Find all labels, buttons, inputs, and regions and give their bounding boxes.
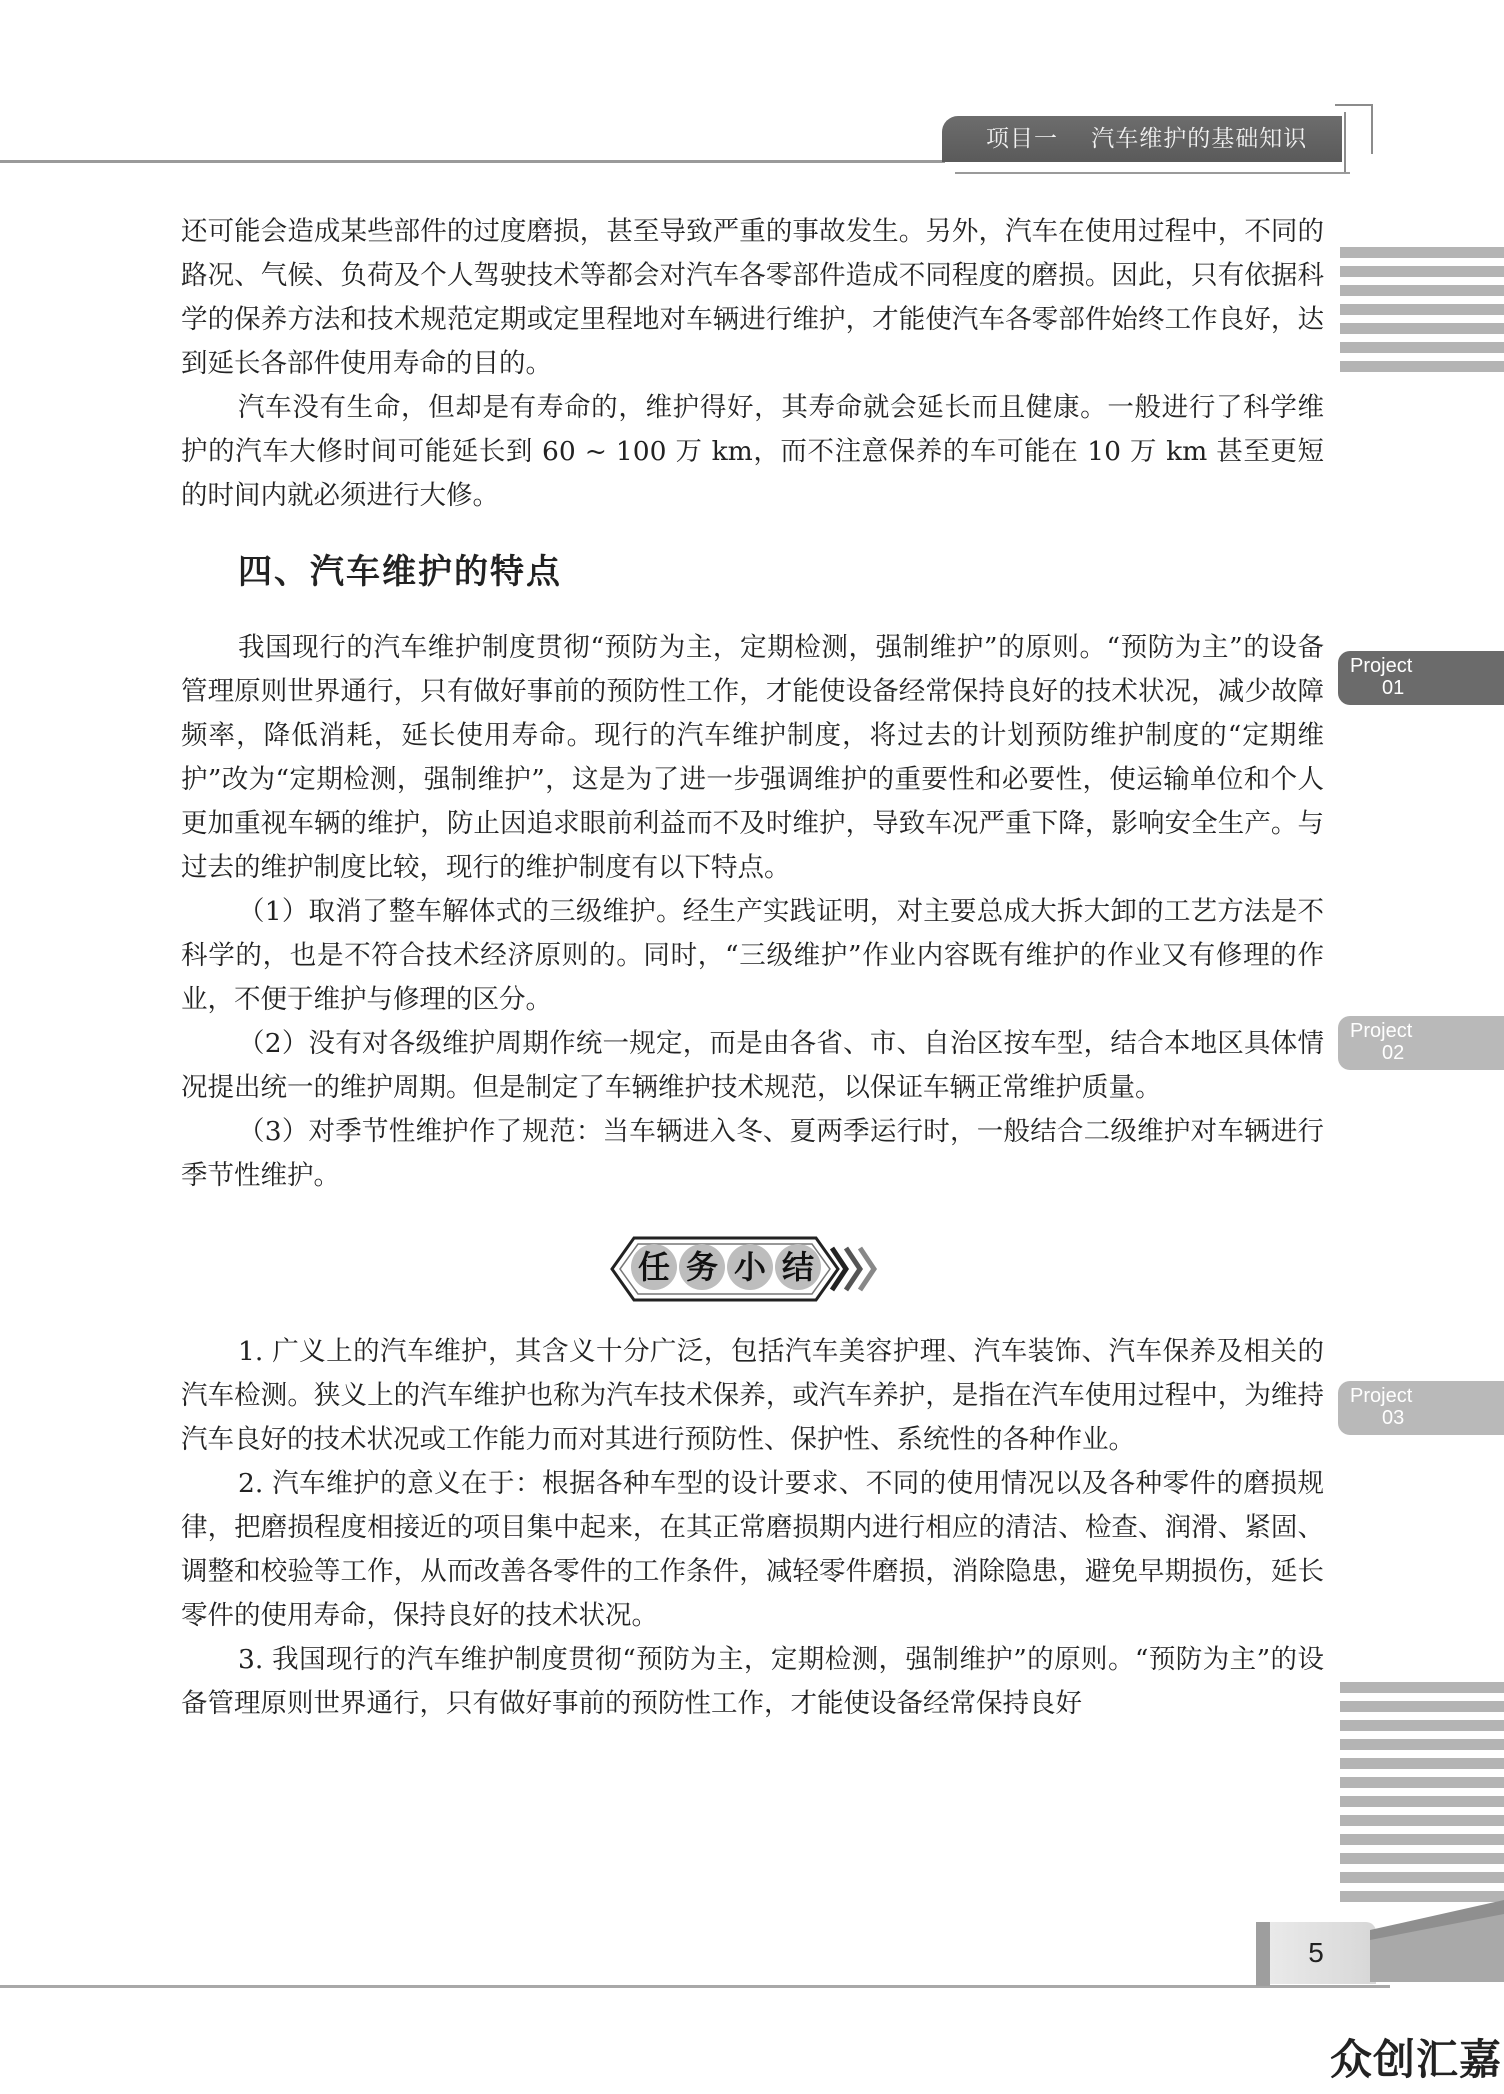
running-title: 项目一 汽车维护的基础知识 (942, 116, 1342, 162)
main-content (181, 210, 1324, 1726)
footer-rule (0, 1985, 1390, 1988)
project-tab-label: Project (1350, 1385, 1413, 1407)
footer-wedge-decoration (1370, 1900, 1504, 1990)
list-item: （1）取消了整车解体式的三级维护。经生产实践证明，对主要总成大拆大卸的工艺方法是不科学的，也是不符合技术经济原则的。同时，“三级维护”作业内容既有维护的作业又有修理的作业，不便于维护与修理的区分。 (181, 896, 1324, 1015)
header-rule (0, 160, 945, 163)
project-tab-01[interactable] (1338, 651, 1504, 705)
paragraph: 我国现行的汽车维护制度贯彻“预防为主，定期检测，强制维护”的原则。“预防为主”的设备管理原则世界通行，只有做好事前的预防性工作，才能使设备经常保持良好的技术状况，减少故障频率，降低消耗，延长使用寿命。现行的汽车维护制度，将过去的计划预防维护制度的“定期维护”改为“定期检测，强制维护”，这是为了进一步强调维护的重要性和必要性，使运输单位和个人更加重视车辆的维护，防止因追求眼前利益而不及时维护，导致车况严重下降，影响安全生产。与过去的维护制度比较，现行的维护制度有以下特点。 (181, 632, 1324, 883)
project-tab-label: Project (1350, 655, 1413, 677)
project-tab-label: Project (1350, 1020, 1413, 1042)
summary-point: 1. 广义上的汽车维护，其含义十分广泛，包括汽车美容护理、汽车装饰、汽车保养及相关的汽车检测。狭义上的汽车维护也称为汽车技术保养，或汽车养护，是指在汽车使用过程中，为维持汽车良好的技术状况或工作能力而对其进行预防性、保护性、系统性的各种作业。 (181, 1336, 1324, 1455)
badge-char: 小 (733, 1248, 766, 1286)
list-item: （3）对季节性维护作了规范：当车辆进入冬、夏两季运行时，一般结合二级维护对车辆进行季节性维护。 (181, 1116, 1324, 1191)
project-tab-03[interactable] (1338, 1381, 1504, 1435)
summary-point: 2. 汽车维护的意义在于：根据各种车型的设计要求、不同的使用情况以及各种零件的磨损规律，把磨损程度相接近的项目集中起来，在其正常磨损期内进行相应的清洁、检查、润滑、紧固、调整和校验等工作，从而改善各零件的工作条件，减轻零件磨损，消除隐患，避免早期损伤，延长零件的使用寿命，保持良好的技术状况。 (181, 1468, 1324, 1631)
badge-char: 任 (637, 1248, 670, 1286)
badge-char: 结 (781, 1248, 814, 1286)
badge-char: 务 (685, 1248, 718, 1286)
summary-point: 3. 我国现行的汽车维护制度贯彻“预防为主，定期检测，强制维护”的原则。“预防为主”的设备管理原则世界通行，只有做好事前的预防性工作，才能使设备经常保持良好 (181, 1644, 1324, 1719)
project-tab-02[interactable] (1338, 1016, 1504, 1070)
side-stripes-bottom (1340, 1682, 1504, 1910)
project-tab-number: 03 (1382, 1407, 1405, 1429)
project-tab-number: 01 (1382, 677, 1405, 699)
side-stripes-top (1340, 247, 1504, 380)
page-number: 5 (1256, 1922, 1376, 1984)
section-title: 四、汽车维护的特点 (238, 552, 562, 592)
page-number-tab-edge (1256, 1922, 1270, 1986)
paragraph: 还可能会造成某些部件的过度磨损，甚至导致严重的事故发生。另外，汽车在使用过程中，不同的路况、气候、负荷及个人驾驶技术等都会对汽车各零部件造成不同程度的磨损。因此，只有依据科学的保养方法和技术规范定期或定里程地对车辆进行维护，才能使汽车各零部件始终工作良好，达到延长各部件使用寿命的目的。 (181, 216, 1324, 379)
list-item: （2）没有对各级维护周期作统一规定，而是由各省、市、自治区按车型，结合本地区具体情况提出统一的维护周期。但是制定了车辆维护技术规范，以保证车辆正常维护质量。 (181, 1028, 1324, 1103)
summary-badge (181, 1230, 1324, 1308)
paragraph: 汽车没有生命，但却是有寿命的，维护得好，其寿命就会延长而且健康。一般进行了科学维护的汽车大修时间可能延长到 60 ~ 100 万 km，而不注意保养的车可能在 10 万 km 甚至更短的时间内就必须进行大修。 (181, 392, 1324, 511)
header-rule-secondary (955, 172, 1350, 174)
header-frame-decoration (1335, 104, 1373, 154)
watermark-logo: 众创汇嘉 (1330, 2035, 1503, 2084)
project-tab-number: 02 (1382, 1042, 1405, 1064)
header-frame-bar (1344, 112, 1346, 172)
